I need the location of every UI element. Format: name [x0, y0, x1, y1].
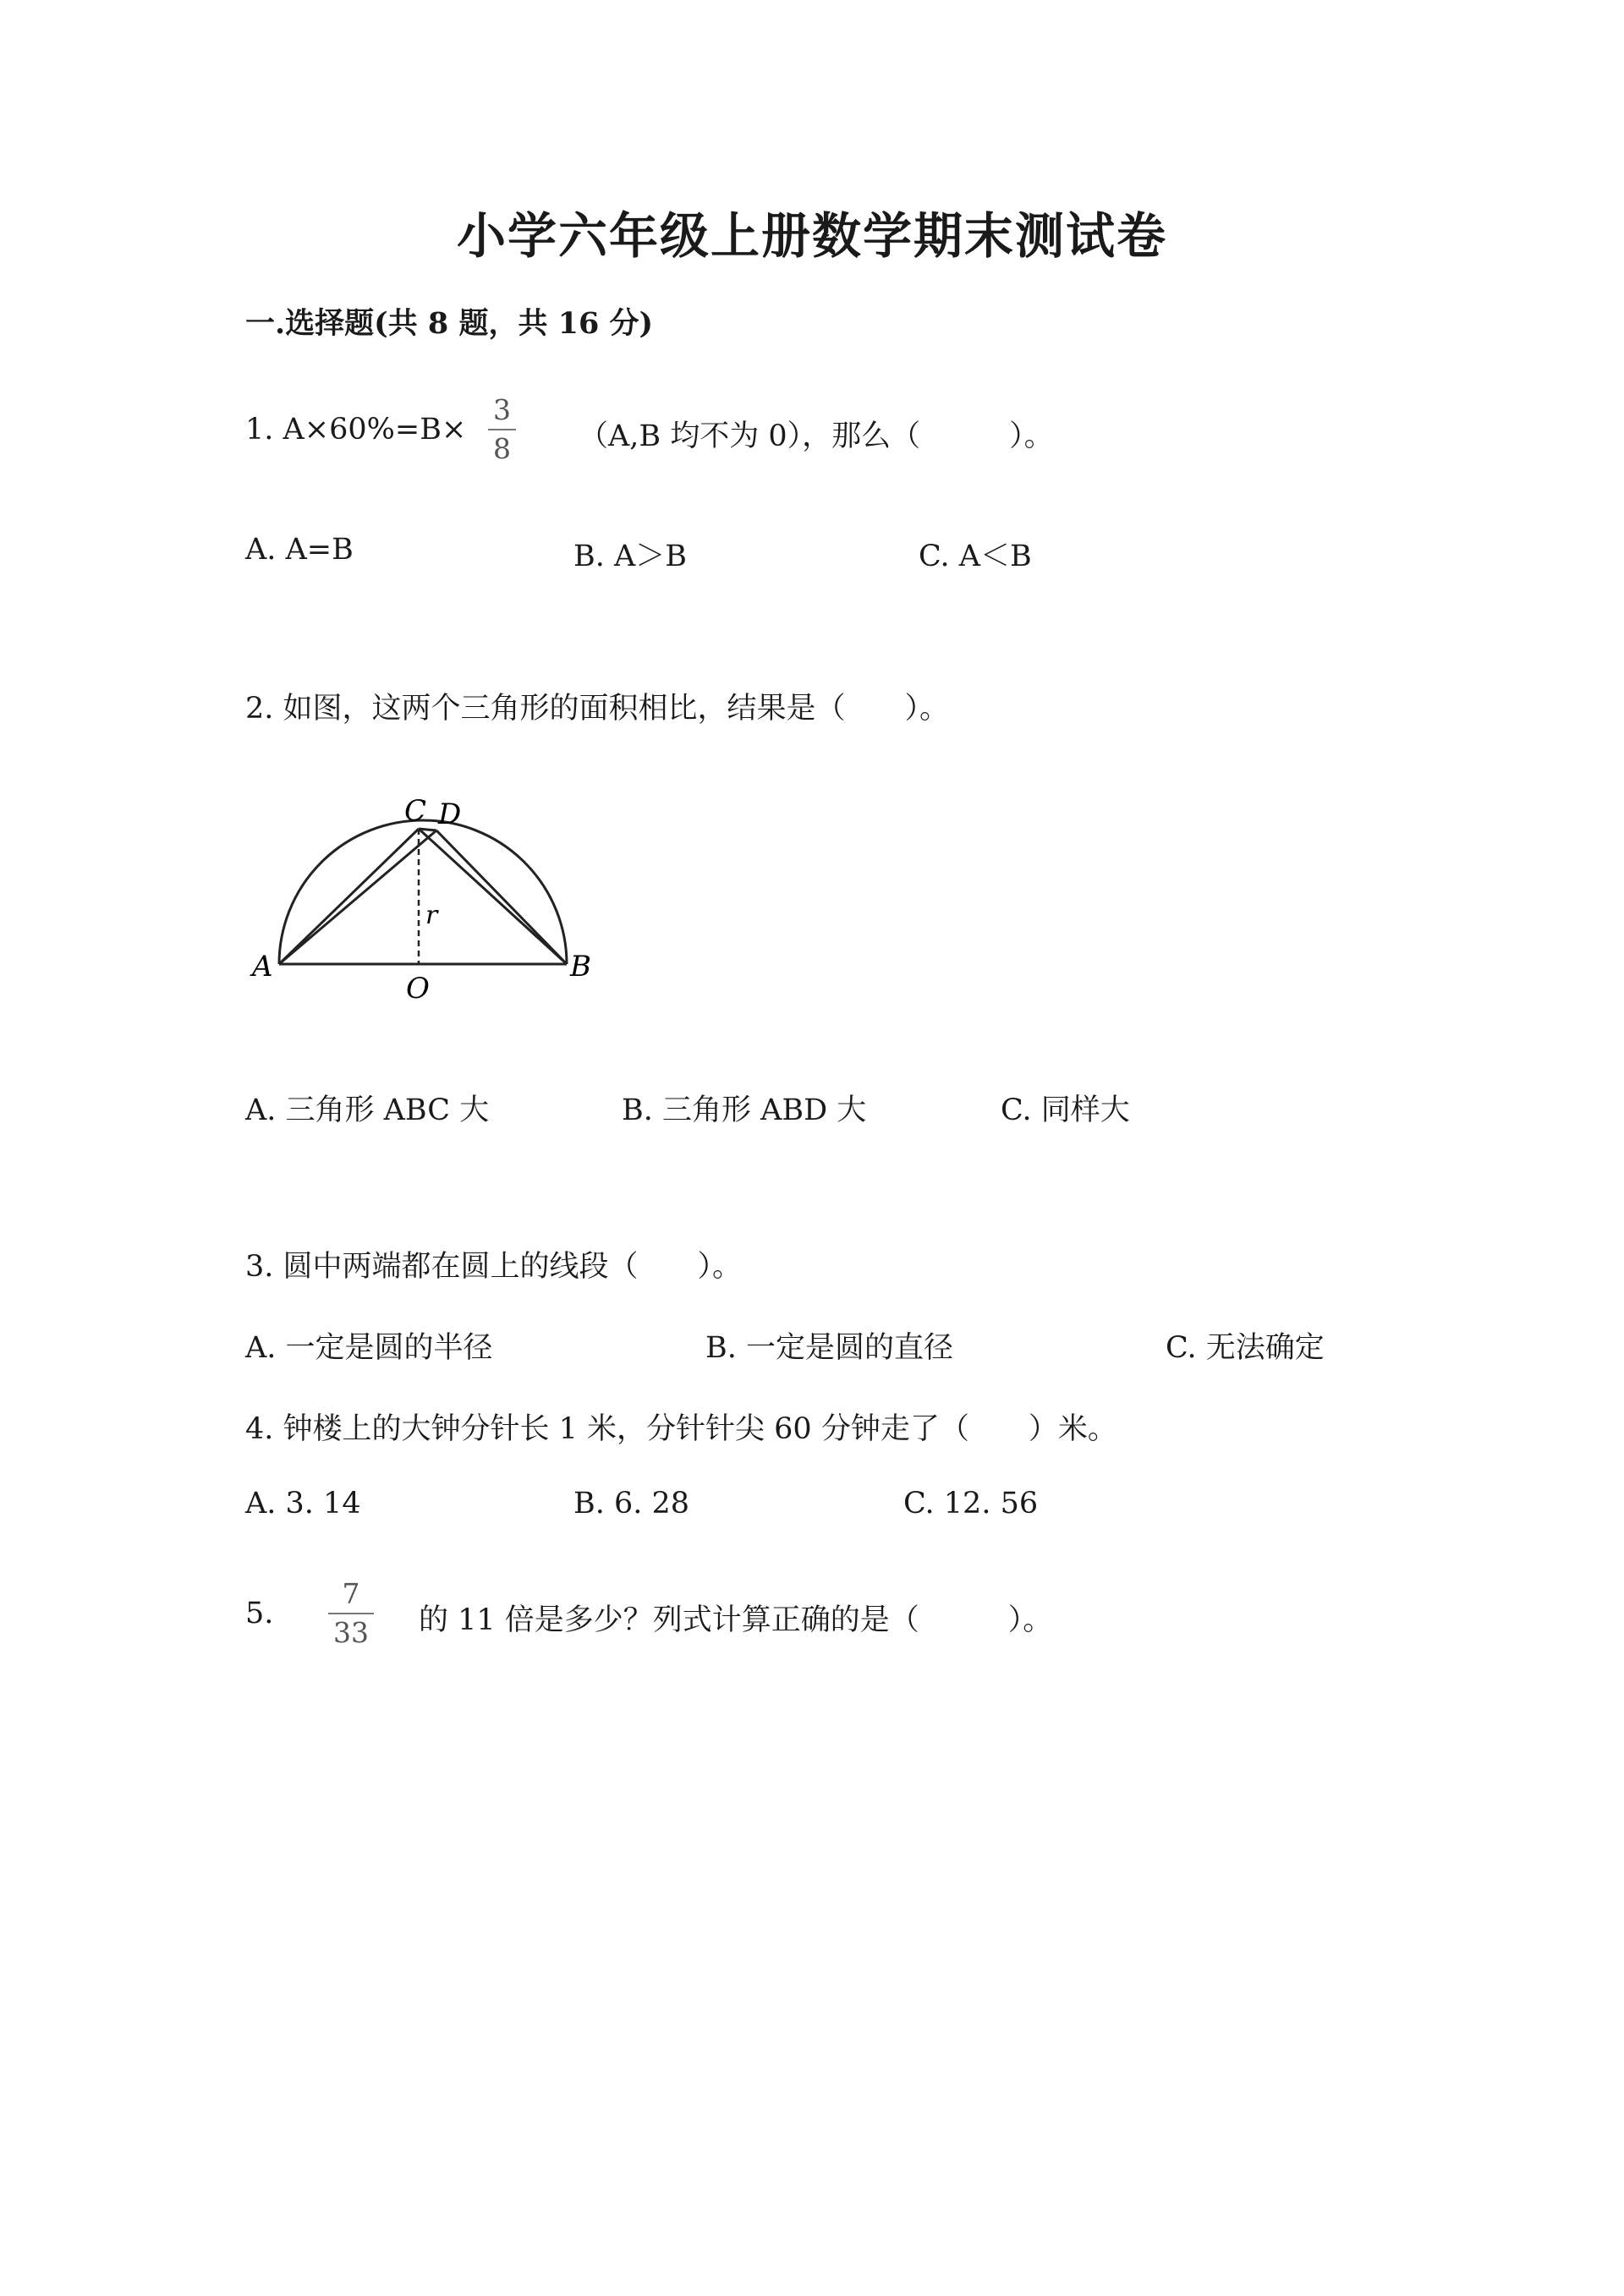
question-4-option-b[interactable]: B. 6. 28	[573, 1487, 690, 1521]
question-5-fraction	[328, 1577, 374, 1649]
question-2-option-c[interactable]: C. 同样大	[1001, 1093, 1130, 1127]
segment-ad	[279, 830, 436, 964]
question-3-option-a[interactable]: A. 一定是圆的半径	[245, 1331, 493, 1365]
question-2-option-a[interactable]: A. 三角形 ABC 大	[245, 1093, 490, 1127]
question-1-option-a[interactable]: A. A=B	[245, 533, 354, 567]
question-2-text: 2. 如图，这两个三角形的面积相比，结果是（ ）。	[245, 692, 950, 726]
fraction-bar	[488, 429, 516, 430]
segment-db	[436, 830, 567, 964]
fraction-bar	[328, 1613, 374, 1614]
label-o: O	[406, 972, 430, 1006]
question-4-text: 4. 钟楼上的大钟分针长 1 米，分针针尖 60 分钟走了（ ）米。	[245, 1412, 1117, 1446]
question-1-option-c[interactable]: C. A＜B	[919, 540, 1032, 573]
label-b: B	[570, 950, 591, 984]
segment-cb	[419, 829, 567, 964]
fraction-numerator: 7	[342, 1577, 360, 1610]
semicircle-triangles-figure	[245, 786, 601, 1006]
question-5-prefix: 5.	[245, 1597, 274, 1630]
question-1-suffix: （A,B 均不为 0），那么（ ）。	[579, 419, 1054, 453]
question-3-option-b[interactable]: B. 一定是圆的直径	[705, 1331, 953, 1365]
label-r: r	[425, 901, 438, 930]
question-3-option-c[interactable]: C. 无法确定	[1166, 1331, 1325, 1365]
question-1-prefix: 1. A×60%=B×	[245, 413, 467, 447]
label-d: D	[438, 797, 462, 831]
fraction-denominator: 8	[493, 432, 511, 465]
fraction-denominator: 33	[333, 1616, 369, 1649]
question-2-option-b[interactable]: B. 三角形 ABD 大	[622, 1093, 867, 1127]
segment-ac	[279, 829, 419, 964]
fraction-numerator: 3	[493, 393, 511, 426]
segment-cd	[419, 829, 436, 830]
label-a: A	[252, 950, 273, 984]
page-title: 小学六年级上册数学期末测试卷	[456, 207, 1167, 265]
question-3-text: 3. 圆中两端都在圆上的线段（ ）。	[245, 1250, 743, 1284]
question-1-fraction	[488, 393, 516, 465]
question-4-option-c[interactable]: C. 12. 56	[903, 1487, 1039, 1521]
question-5-suffix: 的 11 倍是多少？列式计算正确的是（ ）。	[419, 1603, 1053, 1637]
section-heading: 一.选择题(共 8 题，共 16 分)	[245, 306, 654, 341]
question-4-option-a[interactable]: A. 3. 14	[245, 1487, 361, 1521]
question-1-option-b[interactable]: B. A＞B	[573, 540, 687, 573]
label-c: C	[404, 794, 427, 828]
